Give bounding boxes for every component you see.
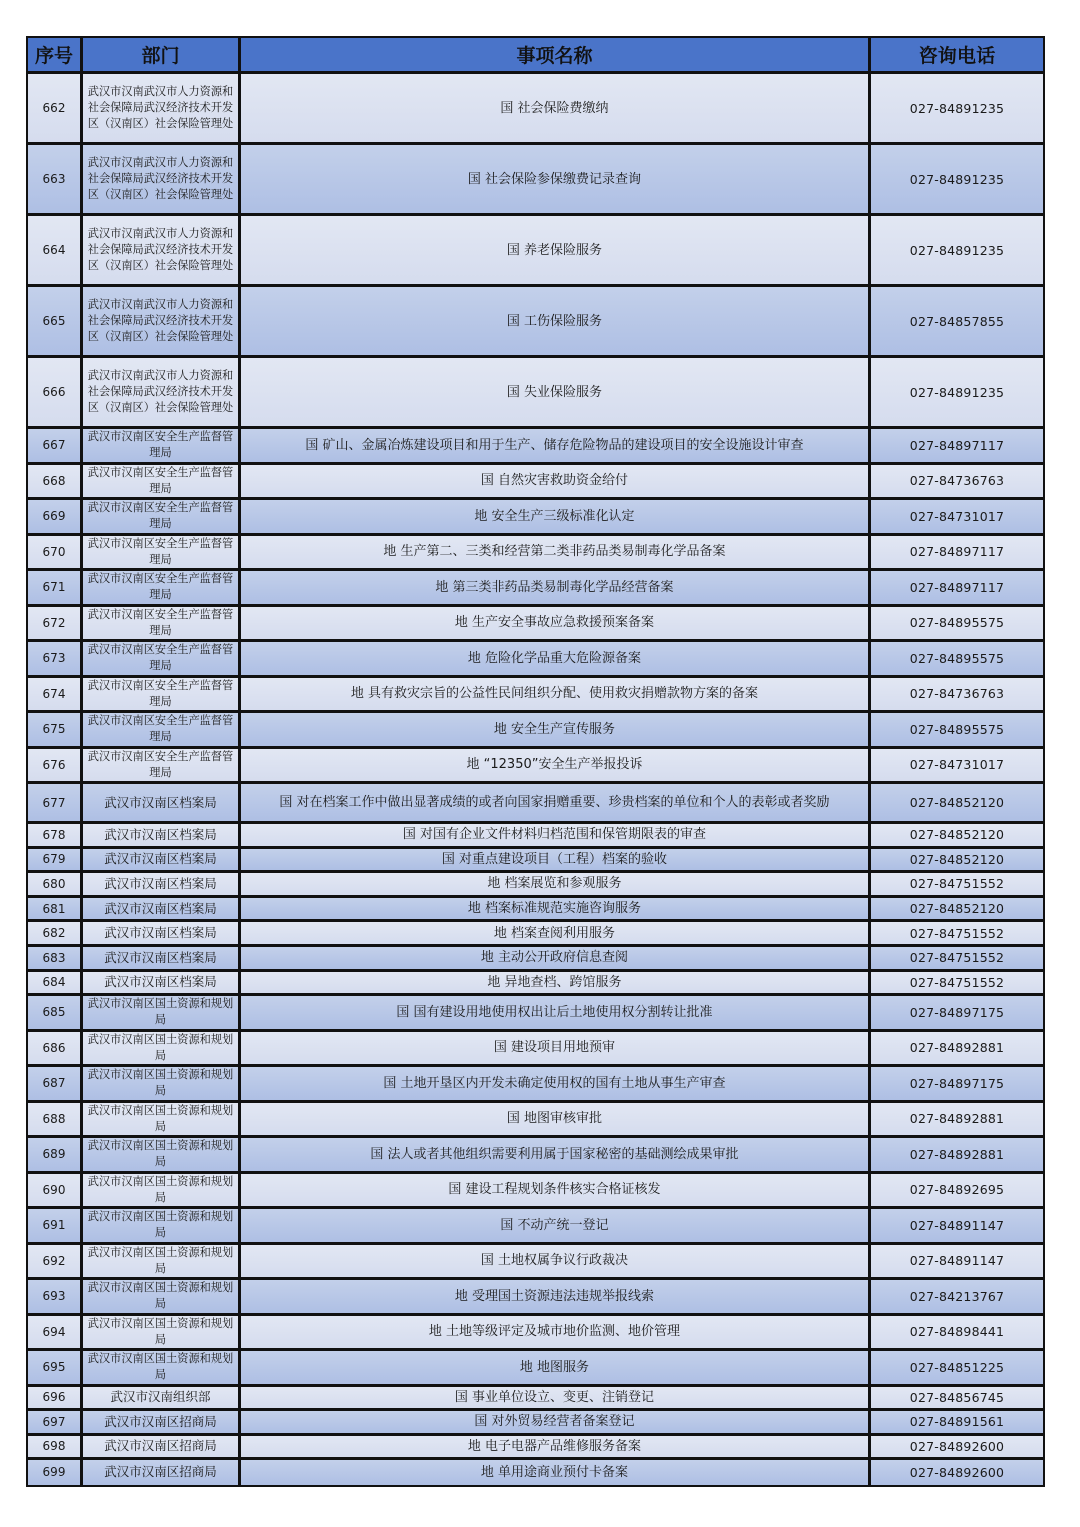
row-dept: 武汉市汉南区国土资源和规划局 [83,1138,241,1171]
row-no: 683 [28,947,83,969]
row-no: 685 [28,996,83,1029]
row-no: 668 [28,465,83,498]
row-no: 672 [28,607,83,640]
row-item: 地 安全生产三级标准化认定 [241,500,871,533]
row-dept: 武汉市汉南区安全生产监督管理局 [83,642,241,675]
row-item: 地 地图服务 [241,1351,871,1384]
row-tel: 027-84731017 [871,749,1043,782]
table-row [28,749,1043,785]
row-item: 国 法人或者其他组织需要利用属于国家秘密的基础测绘成果审批 [241,1138,871,1171]
table-row [28,1245,1043,1281]
row-dept: 武汉市汉南区档案局 [83,922,241,944]
row-tel: 027-84891235 [871,145,1043,213]
row-item: 国 自然灾害救助资金给付 [241,465,871,498]
row-no: 677 [28,784,83,821]
table-row [28,642,1043,678]
row-dept: 武汉市汉南区国土资源和规划局 [83,1316,241,1349]
row-item: 地 危险化学品重大危险源备案 [241,642,871,675]
row-dept: 武汉市汉南区招商局 [83,1411,241,1433]
row-tel: 027-84898441 [871,1316,1043,1349]
row-no: 682 [28,922,83,944]
row-dept: 武汉市汉南区安全生产监督管理局 [83,749,241,782]
table-row [28,287,1043,358]
row-dept: 武汉市汉南区国土资源和规划局 [83,996,241,1029]
row-tel: 027-84891235 [871,216,1043,284]
row-dept: 武汉市汉南区档案局 [83,972,241,994]
row-dept: 武汉市汉南区安全生产监督管理局 [83,500,241,533]
row-no: 698 [28,1436,83,1458]
table-row [28,849,1043,874]
row-tel: 027-84897117 [871,429,1043,462]
row-tel: 027-84892600 [871,1460,1043,1485]
row-tel: 027-84857855 [871,287,1043,355]
table-row [28,358,1043,429]
row-dept: 武汉市汉南区国土资源和规划局 [83,1032,241,1065]
row-no: 690 [28,1174,83,1207]
row-item: 地 档案查阅利用服务 [241,922,871,944]
row-tel: 027-84852120 [871,824,1043,846]
row-no: 673 [28,642,83,675]
row-no: 670 [28,536,83,569]
table-row [28,1436,1043,1461]
row-item: 国 养老保险服务 [241,216,871,284]
row-tel: 027-84891235 [871,358,1043,426]
table-row [28,216,1043,287]
row-dept: 武汉市汉南区安全生产监督管理局 [83,536,241,569]
row-tel: 027-84897117 [871,536,1043,569]
row-no: 674 [28,678,83,711]
table-row [28,536,1043,572]
table-row [28,429,1043,465]
row-tel: 027-84736763 [871,678,1043,711]
row-no: 675 [28,713,83,746]
row-item: 地 第三类非药品类易制毒化学品经营备案 [241,571,871,604]
table-row [28,898,1043,923]
row-tel: 027-84892881 [871,1103,1043,1136]
table-row [28,500,1043,536]
row-dept: 武汉市汉南区安全生产监督管理局 [83,429,241,462]
row-tel: 027-84891561 [871,1411,1043,1433]
row-no: 665 [28,287,83,355]
row-dept: 武汉市汉南区招商局 [83,1436,241,1458]
row-item: 国 国有建设用地使用权出让后土地使用权分割转让批准 [241,996,871,1029]
row-dept: 武汉市汉南区安全生产监督管理局 [83,465,241,498]
row-no: 664 [28,216,83,284]
table-row [28,465,1043,501]
row-no: 686 [28,1032,83,1065]
row-no: 662 [28,74,83,142]
row-tel: 027-84892881 [871,1032,1043,1065]
row-item: 国 对国有企业文件材料归档范围和保管期限表的审查 [241,824,871,846]
row-dept: 武汉市汉南区国土资源和规划局 [83,1351,241,1384]
row-item: 地 电子电器产品维修服务备案 [241,1436,871,1458]
row-no: 671 [28,571,83,604]
row-item: 国 地图审核审批 [241,1103,871,1136]
table-header-row [28,38,1043,74]
row-no: 689 [28,1138,83,1171]
row-no: 681 [28,898,83,920]
table-row [28,1103,1043,1139]
row-item: 地 安全生产宣传服务 [241,713,871,746]
row-tel: 027-84897175 [871,996,1043,1029]
row-tel: 027-84891235 [871,74,1043,142]
row-dept: 武汉市汉南武汉市人力资源和社会保障局武汉经济技术开发区（汉南区）社会保险管理处 [83,358,241,426]
row-dept: 武汉市汉南武汉市人力资源和社会保障局武汉经济技术开发区（汉南区）社会保险管理处 [83,287,241,355]
table-row [28,678,1043,714]
row-tel: 027-84895575 [871,607,1043,640]
table-row [28,1138,1043,1174]
table-row [28,607,1043,643]
row-dept: 武汉市汉南武汉市人力资源和社会保障局武汉经济技术开发区（汉南区）社会保险管理处 [83,216,241,284]
row-tel: 027-84895575 [871,642,1043,675]
row-dept: 武汉市汉南武汉市人力资源和社会保障局武汉经济技术开发区（汉南区）社会保险管理处 [83,74,241,142]
row-tel: 027-84852120 [871,849,1043,871]
row-no: 699 [28,1460,83,1485]
row-dept: 武汉市汉南区安全生产监督管理局 [83,678,241,711]
row-item: 国 事业单位设立、变更、注销登记 [241,1387,871,1409]
row-dept: 武汉市汉南区安全生产监督管理局 [83,571,241,604]
row-dept: 武汉市汉南区安全生产监督管理局 [83,713,241,746]
row-item: 国 对重点建设项目（工程）档案的验收 [241,849,871,871]
row-no: 667 [28,429,83,462]
row-tel: 027-84895575 [871,713,1043,746]
row-dept: 武汉市汉南区招商局 [83,1460,241,1485]
table-row [28,1316,1043,1352]
row-dept: 武汉市汉南区档案局 [83,873,241,895]
row-item: 地 “12350”安全生产举报投诉 [241,749,871,782]
row-item: 国 工伤保险服务 [241,287,871,355]
table-row [28,784,1043,824]
row-tel: 027-84856745 [871,1387,1043,1409]
row-item: 国 失业保险服务 [241,358,871,426]
row-tel: 027-84897175 [871,1067,1043,1100]
row-no: 680 [28,873,83,895]
row-dept: 武汉市汉南区档案局 [83,849,241,871]
row-dept: 武汉市汉南区国土资源和规划局 [83,1209,241,1242]
row-no: 695 [28,1351,83,1384]
table-row [28,873,1043,898]
row-item: 国 不动产统一登记 [241,1209,871,1242]
table-row [28,947,1043,972]
row-item: 国 土地权属争议行政裁决 [241,1245,871,1278]
row-tel: 027-84892695 [871,1174,1043,1207]
row-tel: 027-84852120 [871,898,1043,920]
row-no: 692 [28,1245,83,1278]
row-item: 国 建设项目用地预审 [241,1032,871,1065]
row-item: 地 生产第二、三类和经营第二类非药品类易制毒化学品备案 [241,536,871,569]
row-no: 666 [28,358,83,426]
table-row [28,972,1043,997]
table-body [28,74,1043,1485]
header-item: 事项名称 [241,38,871,71]
table-row [28,922,1043,947]
row-tel: 027-84751552 [871,922,1043,944]
row-tel: 027-84892600 [871,1436,1043,1458]
row-dept: 武汉市汉南区安全生产监督管理局 [83,607,241,640]
row-item: 国 对在档案工作中做出显著成绩的或者向国家捐赠重要、珍贵档案的单位和个人的表彰或者奖励 [241,784,871,821]
row-item: 国 建设工程规划条件核实合格证核发 [241,1174,871,1207]
row-tel: 027-84731017 [871,500,1043,533]
row-tel: 027-84897117 [871,571,1043,604]
row-dept: 武汉市汉南区国土资源和规划局 [83,1174,241,1207]
row-tel: 027-84852120 [871,784,1043,821]
row-no: 663 [28,145,83,213]
row-tel: 027-84213767 [871,1280,1043,1313]
row-no: 691 [28,1209,83,1242]
row-no: 679 [28,849,83,871]
row-dept: 武汉市汉南区档案局 [83,898,241,920]
row-item: 国 社会保险参保缴费记录查询 [241,145,871,213]
table-row [28,571,1043,607]
row-item: 地 具有救灾宗旨的公益性民间组织分配、使用救灾捐赠款物方案的备案 [241,678,871,711]
row-dept: 武汉市汉南武汉市人力资源和社会保障局武汉经济技术开发区（汉南区）社会保险管理处 [83,145,241,213]
table-row [28,74,1043,145]
table-row [28,1032,1043,1068]
row-item: 地 土地等级评定及城市地价监测、地价管理 [241,1316,871,1349]
row-no: 694 [28,1316,83,1349]
table-row [28,713,1043,749]
row-no: 684 [28,972,83,994]
row-no: 693 [28,1280,83,1313]
table-row [28,1351,1043,1387]
row-item: 国 矿山、金属冶炼建设项目和用于生产、储存危险物品的建设项目的安全设施设计审查 [241,429,871,462]
row-tel: 027-84751552 [871,947,1043,969]
row-item: 国 土地开垦区内开发未确定使用权的国有土地从事生产审查 [241,1067,871,1100]
row-no: 678 [28,824,83,846]
row-item: 国 社会保险费缴纳 [241,74,871,142]
row-item: 地 档案展览和参观服务 [241,873,871,895]
row-no: 696 [28,1387,83,1409]
table-row [28,1460,1043,1485]
row-item: 国 对外贸易经营者备案登记 [241,1411,871,1433]
row-item: 地 生产安全事故应急救援预案备案 [241,607,871,640]
row-dept: 武汉市汉南组织部 [83,1387,241,1409]
table-row [28,1411,1043,1436]
row-item: 地 单用途商业预付卡备案 [241,1460,871,1485]
row-tel: 027-84892881 [871,1138,1043,1171]
row-dept: 武汉市汉南区国土资源和规划局 [83,1245,241,1278]
table-row [28,1067,1043,1103]
table-row [28,1209,1043,1245]
row-item: 地 档案标准规范实施咨询服务 [241,898,871,920]
row-tel: 027-84851225 [871,1351,1043,1384]
row-item: 地 主动公开政府信息查阅 [241,947,871,969]
table-row [28,1174,1043,1210]
table-row [28,1387,1043,1412]
row-tel: 027-84736763 [871,465,1043,498]
row-item: 地 异地查档、跨馆服务 [241,972,871,994]
table-row [28,824,1043,849]
row-tel: 027-84891147 [871,1245,1043,1278]
row-dept: 武汉市汉南区国土资源和规划局 [83,1103,241,1136]
table-row [28,1280,1043,1316]
row-dept: 武汉市汉南区档案局 [83,784,241,821]
row-dept: 武汉市汉南区档案局 [83,947,241,969]
row-no: 697 [28,1411,83,1433]
row-tel: 027-84891147 [871,1209,1043,1242]
row-no: 676 [28,749,83,782]
row-no: 688 [28,1103,83,1136]
header-dept: 部门 [83,38,241,71]
row-dept: 武汉市汉南区国土资源和规划局 [83,1280,241,1313]
header-no: 序号 [28,38,83,71]
row-dept: 武汉市汉南区档案局 [83,824,241,846]
table-row [28,996,1043,1032]
row-no: 687 [28,1067,83,1100]
row-tel: 027-84751552 [871,972,1043,994]
row-dept: 武汉市汉南区国土资源和规划局 [83,1067,241,1100]
header-tel: 咨询电话 [918,45,996,67]
table-row [28,145,1043,216]
row-no: 669 [28,500,83,533]
services-table [26,36,1045,1487]
row-tel: 027-84751552 [871,873,1043,895]
row-item: 地 受理国土资源违法违规举报线索 [241,1280,871,1313]
